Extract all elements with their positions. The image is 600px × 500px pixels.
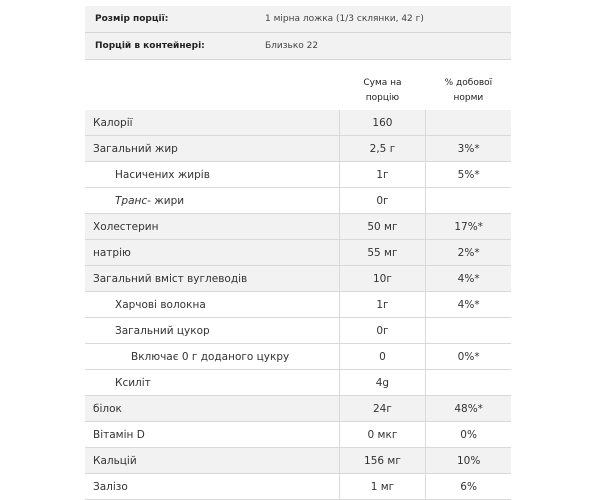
nutrient-daily-value: 3%*	[426, 136, 511, 162]
trans-suffix: жири	[150, 194, 185, 207]
nutrient-amount: 4g	[339, 370, 426, 396]
nutrient-name: Холестерин	[85, 214, 339, 240]
header-daily-line1: % добової	[444, 78, 493, 88]
nutrient-row-calcium	[85, 448, 511, 474]
nutrient-name: Загальний вміст вуглеводів	[85, 266, 339, 292]
nutrient-daily-value: 5%*	[426, 162, 511, 188]
header-amount-line1: Сума на	[363, 78, 402, 88]
nutrient-daily-value	[426, 188, 511, 214]
header-amount-per-serving	[339, 72, 426, 110]
nutrient-daily-value: 4%*	[426, 292, 511, 318]
nutrient-amount: 10г	[339, 266, 426, 292]
nutrient-name: натрію	[85, 240, 339, 266]
nutrient-daily-value	[426, 318, 511, 344]
nutrient-daily-value: 0%	[426, 422, 511, 448]
nutrient-daily-value: 2%*	[426, 240, 511, 266]
nutrient-daily-value: 48%*	[426, 396, 511, 422]
nutrient-name: Вітамін D	[85, 422, 339, 448]
nutrient-row-cholesterol	[85, 214, 511, 240]
nutrient-amount: 24г	[339, 396, 426, 422]
servings-per-container-label: Порцій в контейнері:	[85, 33, 255, 60]
header-nutrient	[85, 72, 339, 110]
nutrient-name: Загальний жир	[85, 136, 339, 162]
nutrient-name: білок	[85, 396, 339, 422]
nutrient-row-total-fat	[85, 136, 511, 162]
nutrient-row-trans-fat	[85, 188, 511, 214]
nutrient-daily-value: 10%	[426, 448, 511, 474]
nutrient-daily-value: 0%*	[426, 344, 511, 370]
nutrient-row-added-sugars	[85, 344, 511, 370]
nutrient-row-dietary-fiber	[85, 292, 511, 318]
nutrient-row-protein	[85, 396, 511, 422]
nutrient-name: Насичених жирів	[85, 162, 339, 188]
nutrient-name: Залізо	[85, 474, 339, 500]
nutrient-daily-value	[426, 110, 511, 136]
nutrient-row-calories	[85, 110, 511, 136]
nutrient-amount: 0г	[339, 318, 426, 344]
nutrient-name: Кальцій	[85, 448, 339, 474]
trans-prefix: Транс-	[115, 194, 151, 207]
header-daily-value	[426, 72, 511, 110]
serving-info-table	[85, 6, 511, 60]
nutrient-amount: 55 мг	[339, 240, 426, 266]
nutrient-daily-value	[426, 370, 511, 396]
nutrient-amount: 1г	[339, 162, 426, 188]
nutrient-row-total-sugars	[85, 318, 511, 344]
nutrient-row-vitamin-d	[85, 422, 511, 448]
nutrient-amount: 156 мг	[339, 448, 426, 474]
nutrient-daily-value: 6%	[426, 474, 511, 500]
serving-size-row	[85, 6, 511, 33]
nutrient-daily-value: 4%*	[426, 266, 511, 292]
nutrient-amount: 0	[339, 344, 426, 370]
nutrient-amount: 0 мкг	[339, 422, 426, 448]
nutrient-name: Загальний цукор	[85, 318, 339, 344]
nutrient-amount: 50 мг	[339, 214, 426, 240]
serving-size-label: Розмір порції:	[85, 6, 255, 33]
nutrient-row-saturated-fat	[85, 162, 511, 188]
nutrient-amount: 160	[339, 110, 426, 136]
nutrient-daily-value: 17%*	[426, 214, 511, 240]
nutrient-amount: 1г	[339, 292, 426, 318]
nutrition-facts-table	[85, 72, 511, 500]
nutrient-row-sodium	[85, 240, 511, 266]
serving-size-value: 1 мірна ложка (1/3 склянки, 42 г)	[255, 6, 511, 33]
nutrient-row-total-carbs	[85, 266, 511, 292]
nutrient-name: Ксиліт	[85, 370, 339, 396]
header-daily-line2: норми	[453, 93, 484, 103]
header-amount-line2: порцію	[365, 93, 400, 103]
nutrient-name: Харчові волокна	[85, 292, 339, 318]
nutrient-amount: 1 мг	[339, 474, 426, 500]
nutrient-amount: 0г	[339, 188, 426, 214]
nutrient-row-xylitol	[85, 370, 511, 396]
facts-header-row	[85, 72, 511, 110]
nutrient-amount: 2,5 г	[339, 136, 426, 162]
nutrient-name: Калорії	[85, 110, 339, 136]
nutrient-name	[85, 188, 339, 214]
nutrient-name: Включає 0 г доданого цукру	[85, 344, 339, 370]
nutrient-row-iron	[85, 474, 511, 500]
servings-per-container-row	[85, 33, 511, 60]
servings-per-container-value: Близько 22	[255, 33, 511, 60]
